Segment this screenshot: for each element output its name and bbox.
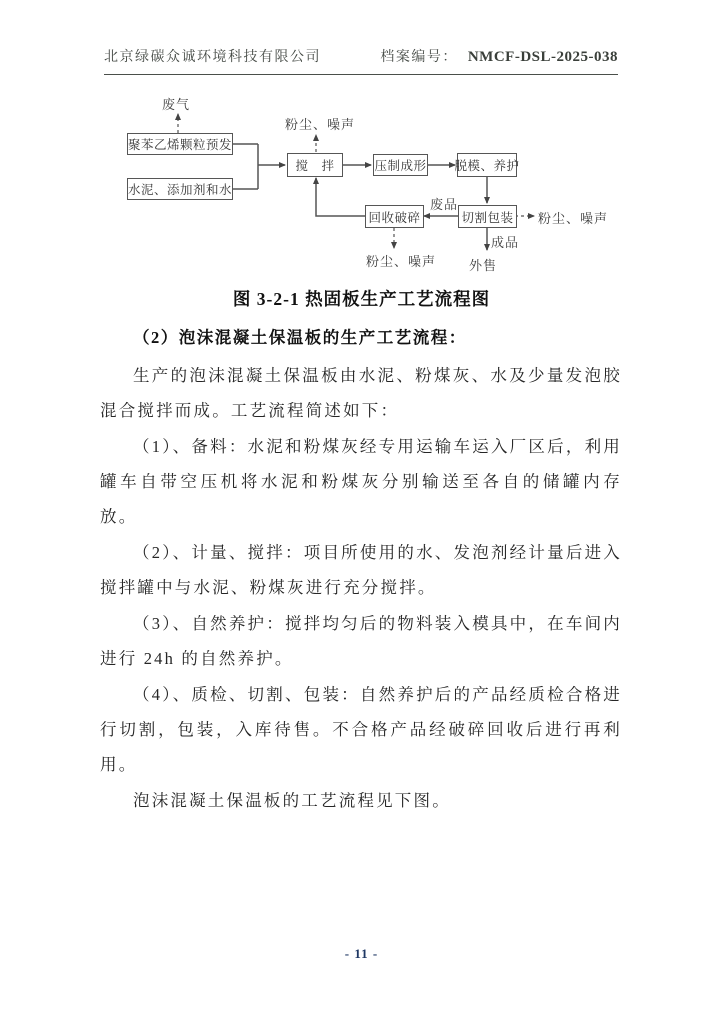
label-finished-product: 成品 <box>491 235 520 250</box>
paragraph-step-4: （4）、质检、切割、包装：自然养护后的产品经质检合格进行切割，包装，入库待售。不合格产品经破碎回收后进行再利用。 <box>100 685 622 774</box>
flow-box-mixing: 搅 拌 <box>287 153 343 177</box>
paragraph-closing: 泡沫混凝土保温板的工艺流程见下图。 <box>133 791 451 810</box>
company-name: 北京绿碳众诚环境科技有限公司 <box>104 50 321 65</box>
flow-box-recycle-crushing: 回收破碎 <box>365 205 424 228</box>
label-scrap: 废品 <box>430 197 459 212</box>
label-dust-noise-top: 粉尘、噪声 <box>285 117 356 132</box>
paragraph-intro: 生产的泡沫混凝土保温板由水泥、粉煤灰、水及少量发泡胶混合搅拌而成。工艺流程简述如下： <box>100 366 622 420</box>
flow-box-cement-additives-water: 水泥、添加剂和水 <box>127 178 233 200</box>
label-dust-noise-right: 粉尘、噪声 <box>538 211 609 226</box>
label-waste-gas: 废气 <box>162 97 191 112</box>
figure-caption: 图 3-2-1 热固板生产工艺流程图 <box>232 289 491 309</box>
paragraph-step-1: （1）、备料：水泥和粉煤灰经专用运输车运入厂区后，利用罐车自带空压机将水泥和粉煤灰分别输送至各自的储罐内存放。 <box>100 437 622 526</box>
archive-label: 档案编号： <box>380 50 458 65</box>
body-text <box>100 320 622 819</box>
page-number: - 11 - <box>344 946 379 961</box>
label-dust-noise-bottom: 粉尘、噪声 <box>366 254 437 269</box>
flow-box-eps-preexpansion: 聚苯乙烯颗粒预发 <box>127 133 233 155</box>
page-header <box>104 46 618 75</box>
flow-box-press-forming: 压制成形 <box>373 154 428 176</box>
label-external-sale: 外售 <box>469 258 498 273</box>
paragraph-step-3: （3）、自然养护：搅拌均匀后的物料装入模具中，在车间内进行 24h 的自然养护。 <box>100 614 622 668</box>
flow-box-cutting-packaging: 切割包装 <box>458 205 517 228</box>
flow-box-demold-curing: 脱模、养护 <box>457 153 517 177</box>
archive-number: NMCF-DSL-2025-038 <box>467 49 618 65</box>
process-flowchart <box>110 88 620 284</box>
archive-number-group <box>380 46 618 66</box>
paragraph-step-2: （2）、计量、搅拌：项目所使用的水、发泡剂经计量后进入搅拌罐中与水泥、粉煤灰进行充分搅拌。 <box>100 543 622 597</box>
section-subheading: （2）泡沫混凝土保温板的生产工艺流程： <box>133 328 467 347</box>
